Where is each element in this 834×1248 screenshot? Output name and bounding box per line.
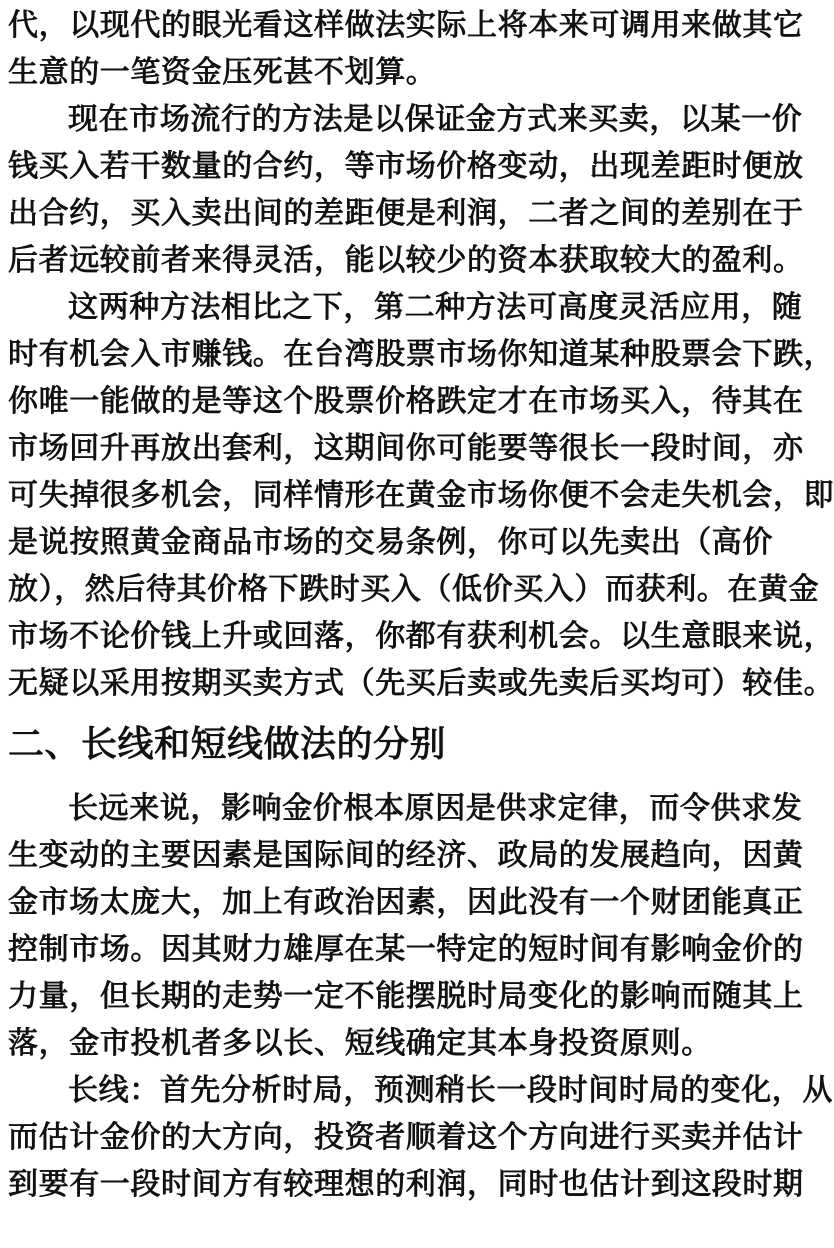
text-line: 无疑以采用按期买卖方式（先买后卖或先卖后买均可）较佳。 [8, 666, 834, 701]
text-line: 这两种方法相比之下，第二种方法可高度灵活应用，随 [68, 290, 803, 325]
text-line: 时有机会入市赚钱。在台湾股票市场你知道某种股票会下跌， [8, 337, 834, 372]
text-line: 长远来说，影响金价根本原因是供求定律，而令供求发 [68, 791, 803, 826]
text-line: 生变动的主要因素是国际间的经济、政局的发展趋向，因黄 [8, 838, 804, 873]
text-line: 金市场太庞大，加上有政治因素，因此没有一个财团能真正 [8, 885, 804, 920]
text-line: 市场回升再放出套利，这期间你可能要等很长一段时间，亦 [8, 431, 804, 466]
text-line: 落，金市投机者多以长、短线确定其本身投资原则。 [8, 1026, 712, 1061]
text-line: 可失掉很多机会，同样情形在黄金市场你便不会走失机会，即 [8, 478, 834, 513]
text-line: 力量，但长期的走势一定不能摆脱时局变化的影响而随其上 [8, 979, 804, 1014]
text-line: 而估计金价的大方向，投资者顺着这个方向进行买卖并估计 [8, 1120, 804, 1155]
text-line: 市场不论价钱上升或回落，你都有获利机会。以生意眼来说， [8, 619, 834, 654]
text-line: 你唯一能做的是等这个股票价格跌定才在市场买入，待其在 [8, 384, 804, 419]
text-line: 现在市场流行的方法是以保证金方式来买卖，以某一价 [68, 102, 803, 137]
text-line: 生意的一笔资金压死甚不划算。 [8, 55, 437, 90]
text-line: 后者远较前者来得灵活，能以较少的资本获取较大的盈利。 [8, 243, 804, 278]
text-line: 到要有一段时间方有较理想的利润，同时也估计到这段时期 [8, 1167, 804, 1202]
text-line: 钱买入若干数量的合约，等市场价格变动，出现差距时便放 [8, 149, 804, 184]
text-line: 长线：首先分析时局，预测稍长一段时间时局的变化，从 [68, 1073, 833, 1108]
text-line: 是说按照黄金商品市场的交易条例，你可以先卖出（高价 [8, 525, 773, 560]
text-line: 代，以现代的眼光看这样做法实际上将本来可调用来做其它 [8, 8, 804, 43]
section-heading: 二、长线和短线做法的分别 [8, 724, 447, 765]
text-line: 放），然后待其价格下跌时买入（低价买入）而获利。在黄金 [8, 572, 820, 607]
text-line: 控制市场。因其财力雄厚在某一特定的短时间有影响金价的 [8, 932, 804, 967]
text-line: 出合约，买入卖出间的差距便是利润，二者之间的差别在于 [8, 196, 804, 231]
